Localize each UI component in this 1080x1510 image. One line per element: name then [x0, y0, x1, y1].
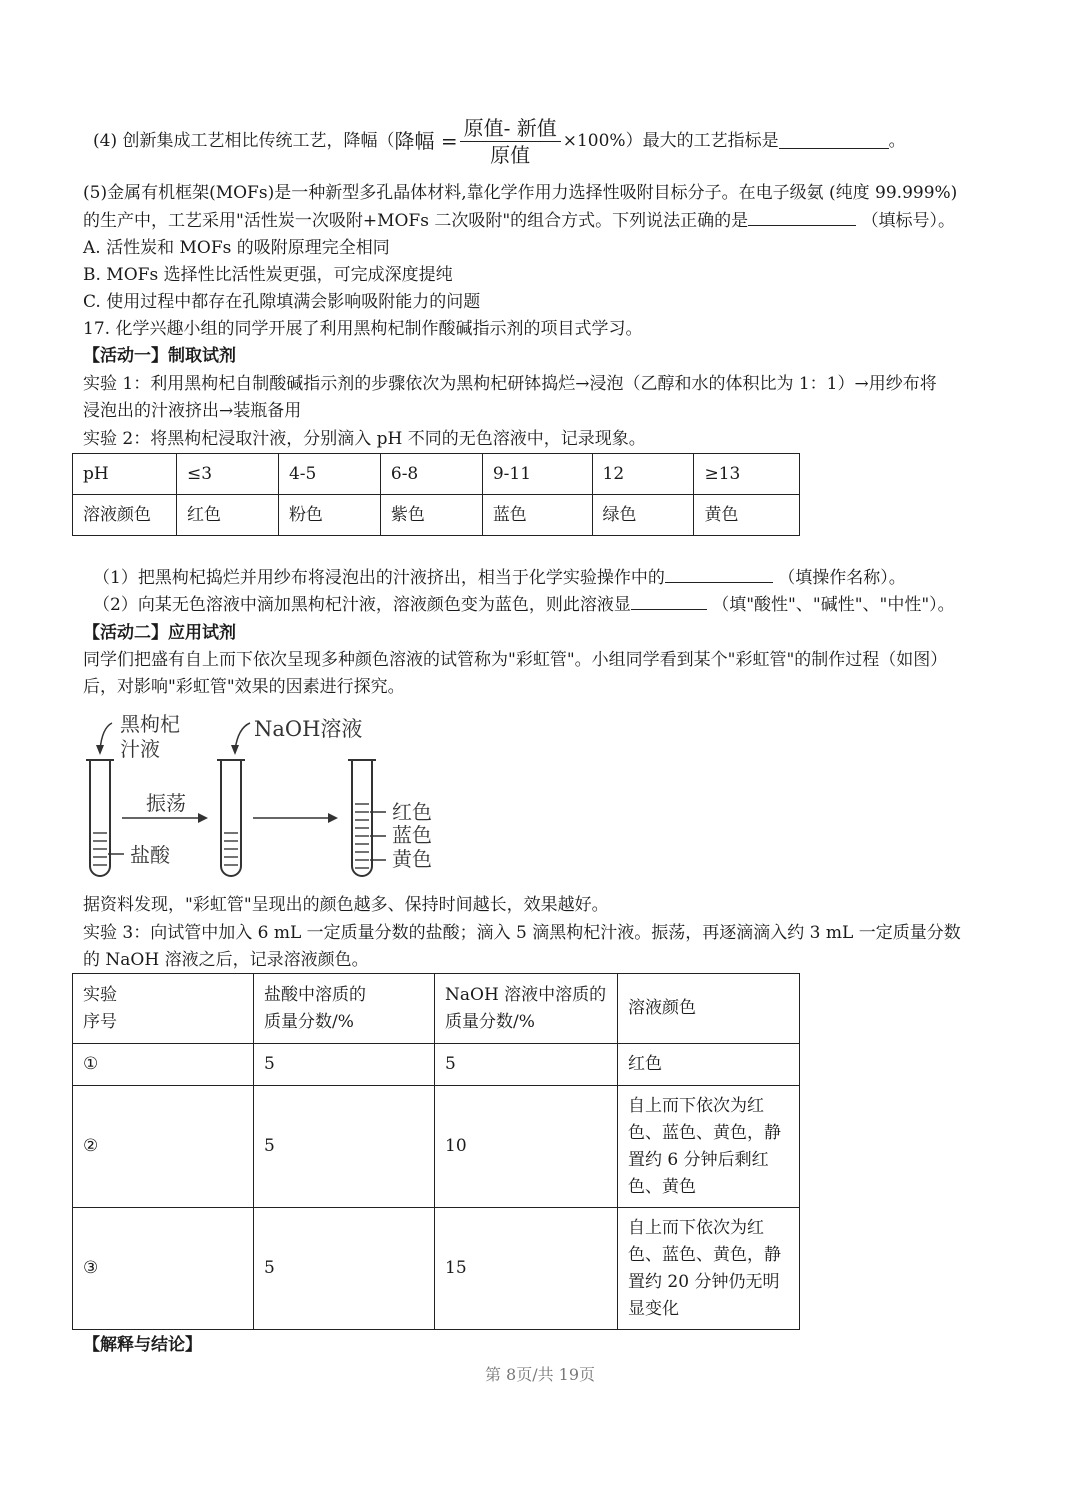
q4-multiplier: ×100% [562, 131, 626, 151]
shake-arrow-head [198, 813, 208, 823]
ph-cell: 6-8 [380, 454, 482, 495]
ph-color-table [72, 453, 800, 536]
ph-row [73, 454, 800, 495]
row-hcl-cell: 5 [254, 1044, 435, 1086]
header-cell-id [73, 974, 254, 1044]
exp3-line2: 的 NaOH 溶液之后，记录溶液颜色。 [83, 950, 369, 970]
exp1-line2: 浸泡出的汁液挤出→装瓶备用 [83, 401, 302, 421]
ph-cell: ≥13 [694, 454, 800, 495]
color-line: 自上而下依次为红 [628, 1217, 764, 1238]
q5-answer-blank[interactable] [748, 211, 856, 226]
rainbow-tube-figure [80, 708, 460, 883]
finding-text: 据资料发现，"彩虹管"呈现出的颜色越多、保持时间越长，效果越好。 [83, 895, 609, 915]
q17-intro: 17. 化学兴趣小组的同学开展了利用黑枸杞制作酸碱指示剂的项目式学习。 [83, 319, 643, 339]
row-color-cell: 红色 [618, 1044, 800, 1086]
q5-option-a: A. 活性炭和 MOFs 的吸附原理完全相同 [83, 238, 390, 258]
q4-denominator: 原值 [490, 142, 531, 167]
row-naoh-cell: 5 [435, 1044, 618, 1086]
header-cell-naoh [435, 974, 618, 1044]
result-arrow-head [328, 813, 338, 823]
activity1-heading: 【活动一】制取试剂 [83, 346, 236, 366]
color-cell: 红色 [177, 495, 279, 536]
sub1-suffix: （填操作名称）。 [778, 568, 906, 588]
row-naoh-cell: 15 [435, 1208, 618, 1330]
exp3-line1: 实验 3：向试管中加入 6 mL 一定质量分数的盐酸；滴入 5 滴黑枸杞汁液。振荡，再逐滴滴入约 3 mL 一定质量分数 [83, 923, 961, 943]
row-hcl-cell: 5 [254, 1208, 435, 1330]
table-row [73, 1086, 800, 1208]
q4-formula-lhs: 降幅 = [394, 129, 458, 153]
label-red: 红色 [392, 800, 432, 824]
q5-line2-prefix: 的生产中，工艺采用"活性炭一次吸附+MOFs 二次吸附"的组合方式。下列说法正确的是 [83, 211, 749, 231]
ph-cell: 12 [592, 454, 694, 495]
sub1-answer-blank[interactable] [665, 568, 773, 583]
q4-numerator: 原值- 新值 [460, 117, 561, 142]
activity2-heading: 【活动二】应用试剂 [83, 623, 236, 643]
naoh-arrow-head [231, 745, 239, 755]
row-id-cell: ① [73, 1044, 254, 1086]
q5-line2-suffix: （填标号）。 [861, 211, 956, 231]
rainbow-line2: 后，对影响"彩虹管"效果的因素进行探究。 [83, 677, 405, 697]
label-shake: 振荡 [146, 791, 186, 815]
label-juice-2: 汁液 [120, 737, 160, 761]
color-header-cell: 溶液颜色 [73, 495, 177, 536]
ph-cell: 9-11 [482, 454, 592, 495]
color-line: 色、蓝色、黄色，静 [628, 1122, 781, 1143]
color-cell: 紫色 [380, 495, 482, 536]
color-line: 色、蓝色、黄色，静 [628, 1244, 781, 1265]
ph-cell: 4-5 [278, 454, 380, 495]
q5-option-b: B. MOFs 选择性比活性炭更强，可完成深度提纯 [83, 265, 453, 285]
color-line: 置约 6 分钟后剩红 [628, 1149, 769, 1170]
ph-cell: ≤3 [177, 454, 279, 495]
q4-prefix: (4) 创新集成工艺相比传统工艺，降幅（ [93, 131, 395, 151]
q5-line2 [83, 210, 955, 232]
table-header-row [73, 974, 800, 1044]
sub2-suffix: （填"酸性"、"碱性"、"中性"）。 [712, 595, 955, 615]
table-row [73, 1208, 800, 1330]
color-line: 置约 20 分钟仍无明 [628, 1271, 780, 1292]
experiment3-table [72, 973, 800, 1330]
header-cell-color: 溶液颜色 [618, 974, 800, 1044]
row-color-cell [618, 1086, 800, 1208]
label-blue: 蓝色 [392, 823, 432, 847]
row-id-cell: ③ [73, 1208, 254, 1330]
q17-sub1 [93, 567, 906, 589]
color-cell: 绿色 [592, 495, 694, 536]
q4-answer-blank[interactable] [779, 134, 889, 149]
label-juice-1: 黑枸杞 [120, 712, 180, 736]
sub1-prefix: （1）把黑枸杞捣烂并用纱布将浸泡出的汁液挤出，相当于化学实验操作中的 [93, 568, 665, 588]
q5-line1: (5)金属有机框架(MOFs)是一种新型多孔晶体材料,靠化学作用力选择性吸附目标分子。在电子级氨 (纯度 99.999%) [83, 183, 958, 203]
test-tube-1 [86, 760, 114, 876]
sub2-answer-blank[interactable] [631, 595, 707, 610]
color-cell: 黄色 [694, 495, 800, 536]
q4-fraction [460, 117, 561, 166]
exp2-text: 实验 2：将黑枸杞浸取汁液，分别滴入 pH 不同的无色溶液中，记录现象。 [83, 429, 646, 449]
exp1-line1: 实验 1：利用黑枸杞自制酸碱指示剂的步骤依次为黑枸杞研钵捣烂→浸泡（乙醇和水的体积比为 1：1）→用纱布将 [83, 374, 937, 394]
color-row [73, 495, 800, 536]
header-text: 实验 [83, 984, 117, 1005]
label-yellow: 黄色 [392, 847, 432, 871]
header-cell-hcl [254, 974, 435, 1044]
color-line: 自上而下依次为红 [628, 1095, 764, 1116]
ph-header-cell: pH [73, 454, 177, 495]
q5-option-c: C. 使用过程中都存在孔隙填满会影响吸附能力的问题 [83, 292, 481, 312]
row-id-cell: ② [73, 1086, 254, 1208]
color-line: 色、黄色 [628, 1176, 696, 1197]
table-row [73, 1044, 800, 1086]
conclusion-heading: 【解释与结论】 [83, 1335, 202, 1355]
header-text: 质量分数/% [264, 1011, 354, 1032]
q4-end: 。 [888, 131, 906, 151]
q4-suffix: ）最大的工艺指标是 [625, 131, 779, 151]
header-text: 序号 [83, 1011, 117, 1032]
page-footer: 第 8页/共 19页 [484, 1365, 596, 1384]
header-text: NaOH 溶液中溶质的 [445, 984, 607, 1005]
q17-sub2 [93, 594, 955, 616]
color-line: 显变化 [628, 1298, 679, 1319]
juice-arrow-head [96, 745, 104, 755]
label-naoh: NaOH溶液 [254, 717, 363, 741]
sub2-prefix: （2）向某无色溶液中滴加黑枸杞汁液，溶液颜色变为蓝色，则此溶液显 [93, 595, 631, 615]
header-text: 质量分数/% [445, 1011, 535, 1032]
row-color-cell [618, 1208, 800, 1330]
row-hcl-cell: 5 [254, 1086, 435, 1208]
test-tube-3 [348, 760, 376, 876]
color-cell: 蓝色 [482, 495, 592, 536]
row-naoh-cell: 10 [435, 1086, 618, 1208]
header-text: 盐酸中溶质的 [264, 984, 366, 1005]
question-4 [93, 113, 906, 169]
rainbow-line1: 同学们把盛有自上而下依次呈现多种颜色溶液的试管称为"彩虹管"。小组同学看到某个"彩虹管"的制作过程（如图） [83, 650, 948, 670]
label-acid: 盐酸 [130, 843, 170, 867]
test-tube-2 [217, 760, 245, 876]
color-cell: 粉色 [278, 495, 380, 536]
